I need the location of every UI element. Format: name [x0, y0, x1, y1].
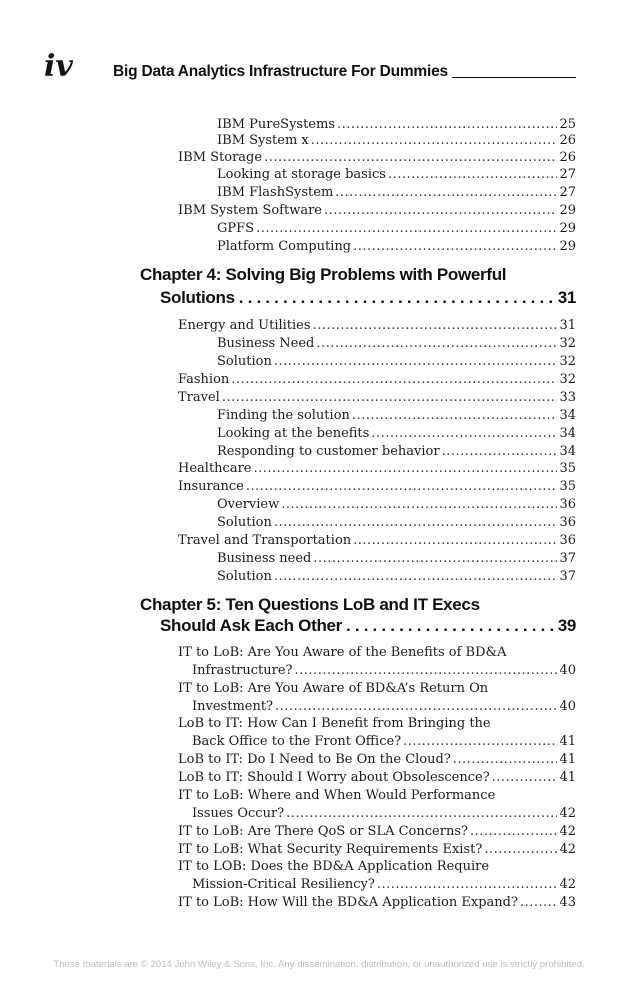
- toc-entry[interactable]: [178, 894, 576, 912]
- chapter-5-title-line1[interactable]: Chapter 5: Ten Questions LoB and IT Execs: [140, 595, 480, 614]
- book-title: Big Data Analytics Infrastructure For Dummies: [113, 63, 448, 80]
- dot-leader: [274, 568, 558, 586]
- toc-entry-title: IT to LoB: How Will the BD&A Application Expand?: [178, 895, 518, 910]
- dot-leader: [388, 166, 558, 184]
- toc-entry-page: 41: [559, 752, 576, 767]
- toc-entry-title: Back Office to the Front Office?: [192, 734, 402, 749]
- toc-entry[interactable]: [178, 202, 576, 220]
- toc-entry-page: 27: [559, 185, 576, 200]
- dot-leader: [239, 287, 554, 309]
- dot-leader: [311, 132, 558, 150]
- dot-leader: [231, 371, 557, 389]
- toc-entry-page: 41: [559, 734, 576, 749]
- toc-entry-title: Business need: [217, 551, 312, 566]
- dot-leader: [281, 496, 557, 514]
- toc-entry-page: 29: [559, 221, 576, 236]
- toc-entry-page: 42: [559, 842, 576, 857]
- dot-leader: [286, 805, 557, 823]
- toc-entry-title: Solution: [217, 354, 272, 369]
- copyright-footer: These materials are © 2014 John Wiley & Sons, Inc. Any dissemination, distribution, or unauthorized use is strictly prohibited.: [53, 959, 585, 970]
- toc-entry[interactable]: [178, 478, 576, 496]
- toc-entry[interactable]: [178, 371, 576, 389]
- toc-entry-page: 37: [559, 569, 576, 584]
- toc-entry-page: 29: [559, 203, 576, 218]
- toc-entry-title: LoB to IT: Do I Need to Be On the Cloud?: [178, 752, 451, 767]
- toc-entry[interactable]: [217, 550, 576, 568]
- toc-entry[interactable]: [178, 149, 576, 167]
- dot-leader: [274, 514, 558, 532]
- toc-entry-page: 33: [559, 390, 576, 405]
- toc-entry[interactable]: [178, 769, 576, 787]
- toc-entry-page: 29: [559, 239, 576, 254]
- toc-entry-page: 37: [559, 551, 576, 566]
- toc-entry-page: 36: [559, 497, 576, 512]
- chapter-5-title-text: Should Ask Each Other: [160, 616, 342, 635]
- dot-leader: [316, 335, 557, 353]
- toc-entry-page: 31: [559, 318, 576, 333]
- chapter-5-page: 39: [557, 616, 576, 635]
- chapter-5-title-line2[interactable]: [160, 615, 576, 637]
- toc-entry-title: Healthcare: [178, 461, 252, 476]
- toc-entry-title: IBM System Software: [178, 203, 322, 218]
- dot-leader: [442, 443, 558, 461]
- dot-leader: [253, 460, 557, 478]
- toc-entry[interactable]: [217, 353, 576, 371]
- toc-entry[interactable]: [217, 568, 576, 586]
- dot-leader: [453, 751, 558, 769]
- toc-entry-page: 32: [559, 336, 576, 351]
- toc-entry[interactable]: [217, 443, 576, 461]
- toc-entry-page: 41: [559, 770, 576, 785]
- toc-entry-title: Insurance: [178, 479, 244, 494]
- toc-entry-page: 40: [559, 663, 576, 678]
- toc-entry-page: 26: [559, 133, 576, 148]
- toc-entry[interactable]: [217, 166, 576, 184]
- toc-entry[interactable]: [178, 460, 576, 478]
- toc-entry[interactable]: [217, 220, 576, 238]
- toc-entry-page: 32: [559, 372, 576, 387]
- dot-leader: [222, 389, 558, 407]
- toc-entry-title: IBM PureSystems: [217, 117, 335, 132]
- toc-entry[interactable]: [217, 238, 576, 256]
- toc-entry-title: Investment?: [192, 699, 274, 714]
- toc-entry-page: 43: [559, 895, 576, 910]
- chapter-4-title-line1[interactable]: Chapter 4: Solving Big Problems with Powerful: [140, 265, 507, 284]
- toc-entry[interactable]: [192, 698, 576, 716]
- toc-entry-title: Business Need: [217, 336, 315, 351]
- toc-entry-page: 42: [559, 877, 576, 892]
- toc-entry-title: IBM FlashSystem: [217, 185, 334, 200]
- toc-entry-page: 34: [559, 408, 576, 423]
- dot-leader: [313, 317, 558, 335]
- chapter-4-page: 31: [557, 288, 576, 307]
- toc-entry-title: Responding to customer behavior: [217, 444, 440, 459]
- dot-leader: [246, 478, 558, 496]
- dot-leader: [520, 894, 558, 912]
- toc-entry[interactable]: [217, 335, 576, 353]
- toc-entry-title-line1[interactable]: IT to LoB: Where and When Would Performance: [178, 788, 496, 803]
- toc-entry-title: Mission-Critical Resiliency?: [192, 877, 375, 892]
- toc-entry-title: Solution: [217, 569, 272, 584]
- dot-leader: [377, 876, 558, 894]
- dot-leader: [346, 615, 554, 637]
- toc-entry-title: IT to LoB: Are There QoS or SLA Concerns?: [178, 824, 468, 839]
- dot-leader: [313, 550, 557, 568]
- toc-entry-title: Overview: [217, 497, 280, 512]
- toc-entry[interactable]: [192, 733, 576, 751]
- toc-entry[interactable]: [178, 751, 576, 769]
- toc-entry[interactable]: [178, 317, 576, 335]
- toc-entry-page: 25: [559, 117, 576, 132]
- dot-leader: [492, 769, 558, 787]
- dot-leader: [371, 425, 557, 443]
- toc-entry-title: Finding the solution: [217, 408, 350, 423]
- toc-entry[interactable]: [217, 184, 576, 202]
- toc-entry-title: IT to LoB: What Security Requirements Exist?: [178, 842, 483, 857]
- toc-entry[interactable]: [217, 132, 576, 150]
- dot-leader: [484, 841, 557, 859]
- toc-entry-title-line1[interactable]: IT to LoB: Are You Aware of BD&A’s Return On: [178, 681, 489, 696]
- dot-leader: [274, 353, 558, 371]
- toc-entry-title: IBM System x: [217, 133, 309, 148]
- dot-leader: [335, 184, 557, 202]
- dot-leader: [295, 662, 558, 680]
- dot-leader: [264, 149, 557, 167]
- toc-entry-title: Travel: [178, 390, 220, 405]
- toc-entry[interactable]: [217, 496, 576, 514]
- toc-entry-page: 34: [559, 426, 576, 441]
- toc-entry-page: 34: [559, 444, 576, 459]
- toc-entry-title: Looking at storage basics: [217, 167, 386, 182]
- toc-entry-page: 36: [559, 533, 576, 548]
- toc-entry-title: Infrastructure?: [192, 663, 293, 678]
- toc-entry-title: Looking at the benefits: [217, 426, 370, 441]
- toc-entry[interactable]: [178, 823, 576, 841]
- toc-entry-title: Solution: [217, 515, 272, 530]
- toc-entry-page: 36: [559, 515, 576, 530]
- toc-entry[interactable]: [178, 841, 576, 859]
- toc-entry-title: IBM Storage: [178, 150, 263, 165]
- toc-entry[interactable]: [178, 389, 576, 407]
- toc-entry[interactable]: [217, 425, 576, 443]
- toc-entry-page: 32: [559, 354, 576, 369]
- toc-entry[interactable]: [217, 514, 576, 532]
- toc-entry[interactable]: [192, 662, 576, 680]
- toc-entry-page: 35: [559, 461, 576, 476]
- dot-leader: [470, 823, 557, 841]
- toc-entry-title: Issues Occur?: [192, 806, 285, 821]
- dot-leader: [275, 698, 557, 716]
- toc-entry-page: 26: [559, 150, 576, 165]
- toc-entry-title: Energy and Utilities: [178, 318, 311, 333]
- toc-entry-page: 27: [559, 167, 576, 182]
- toc-entry-title: Travel and Transportation: [178, 533, 352, 548]
- toc-entry-title: Platform Computing: [217, 239, 352, 254]
- toc-entry-title-line1[interactable]: IT to LOB: Does the BD&A Application Require: [178, 859, 490, 874]
- toc-entry[interactable]: [217, 407, 576, 425]
- toc-entry[interactable]: [192, 805, 576, 823]
- dot-leader: [324, 202, 557, 220]
- toc-entry-title: GPFS: [217, 221, 255, 236]
- toc-entry-page: 42: [559, 824, 576, 839]
- dot-leader: [352, 407, 558, 425]
- dot-leader: [403, 733, 557, 751]
- dot-leader: [353, 238, 557, 256]
- chapter-4-title-line2[interactable]: [160, 287, 576, 309]
- toc-entry-page: 35: [559, 479, 576, 494]
- toc-entry[interactable]: [192, 876, 576, 894]
- chapter-4-title-text: Solutions: [160, 288, 235, 307]
- toc-entry-title: Fashion: [178, 372, 230, 387]
- toc-entry-page: 40: [559, 699, 576, 714]
- toc-entry-page: 42: [559, 806, 576, 821]
- page-number: iv: [44, 49, 73, 84]
- toc-entry-title-line1[interactable]: IT to LoB: Are You Aware of the Benefits of BD&A: [178, 645, 507, 660]
- toc-entry-title-line1[interactable]: LoB to IT: How Can I Benefit from Bringing the: [178, 716, 491, 731]
- dot-leader: [353, 532, 557, 550]
- toc-entry[interactable]: [178, 532, 576, 550]
- toc-entry-title: LoB to IT: Should I Worry about Obsolescence?: [178, 770, 490, 785]
- dot-leader: [256, 220, 557, 238]
